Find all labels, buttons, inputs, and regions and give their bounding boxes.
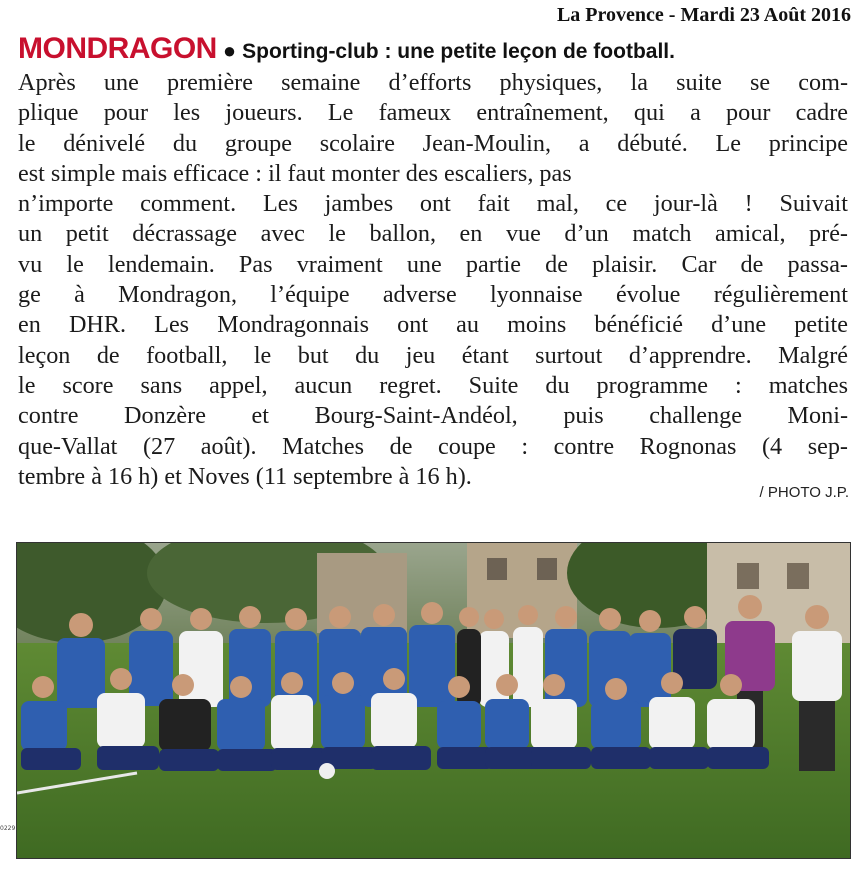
bullet-icon: ● [222,38,237,63]
body-line: n’importe comment. Les jambes ont fait mal, ce jour-là ! Suivait [18,190,848,218]
article-body [18,68,848,492]
body-line: plique pour les joueurs. Le fameux entraînement, qui a pour cadre [18,99,848,127]
town-name: MONDRAGON [18,32,217,65]
team-photo [16,542,851,859]
body-line: Après une première semaine d’efforts physiques, la suite se com- [18,69,848,96]
body-line: le dénivelé du groupe scolaire Jean-Moulin, a débuté. Le principe [18,129,848,157]
body-line: le score sans appel, aucun regret. Suite du programme : matches [18,371,848,399]
photo-reference: 0229 [0,825,16,832]
body-line: tembre à 16 h) et Noves (11 septembre à 16 h). [18,462,472,490]
article-heading [18,32,847,66]
body-line: est simple mais efficace : il faut monter des escaliers, pas [18,159,572,187]
body-line: contre Donzère et Bourg-Saint-Andéol, puis challenge Moni- [18,402,848,430]
body-line: en DHR. Les Mondragonnais ont au moins bénéficié d’une petite [18,311,848,339]
team-photo-illustration [17,543,850,858]
newspaper-masthead: La Provence - Mardi 23 Août 2016 [556,4,851,26]
body-line: ge à Mondragon, l’équipe adverse lyonnaise évolue régulièrement [18,281,848,309]
photo-credit: / PHOTO J.P. [759,484,849,501]
body-line: que-Vallat (27 août). Matches de coupe : contre Rognonas (4 sep- [18,432,848,460]
body-line: un petit décrassage avec le ballon, en vue d’un match amical, pré- [18,220,848,248]
next-article-cutoff [0,870,865,886]
article-headline: Sporting-club : une petite leçon de football. [242,40,675,63]
body-line: leçon de football, le but du jeu étant surtout d’apprendre. Malgré [18,341,848,369]
body-line: vu le lendemain. Pas vraiment une partie de plaisir. Car de passa- [18,250,848,278]
